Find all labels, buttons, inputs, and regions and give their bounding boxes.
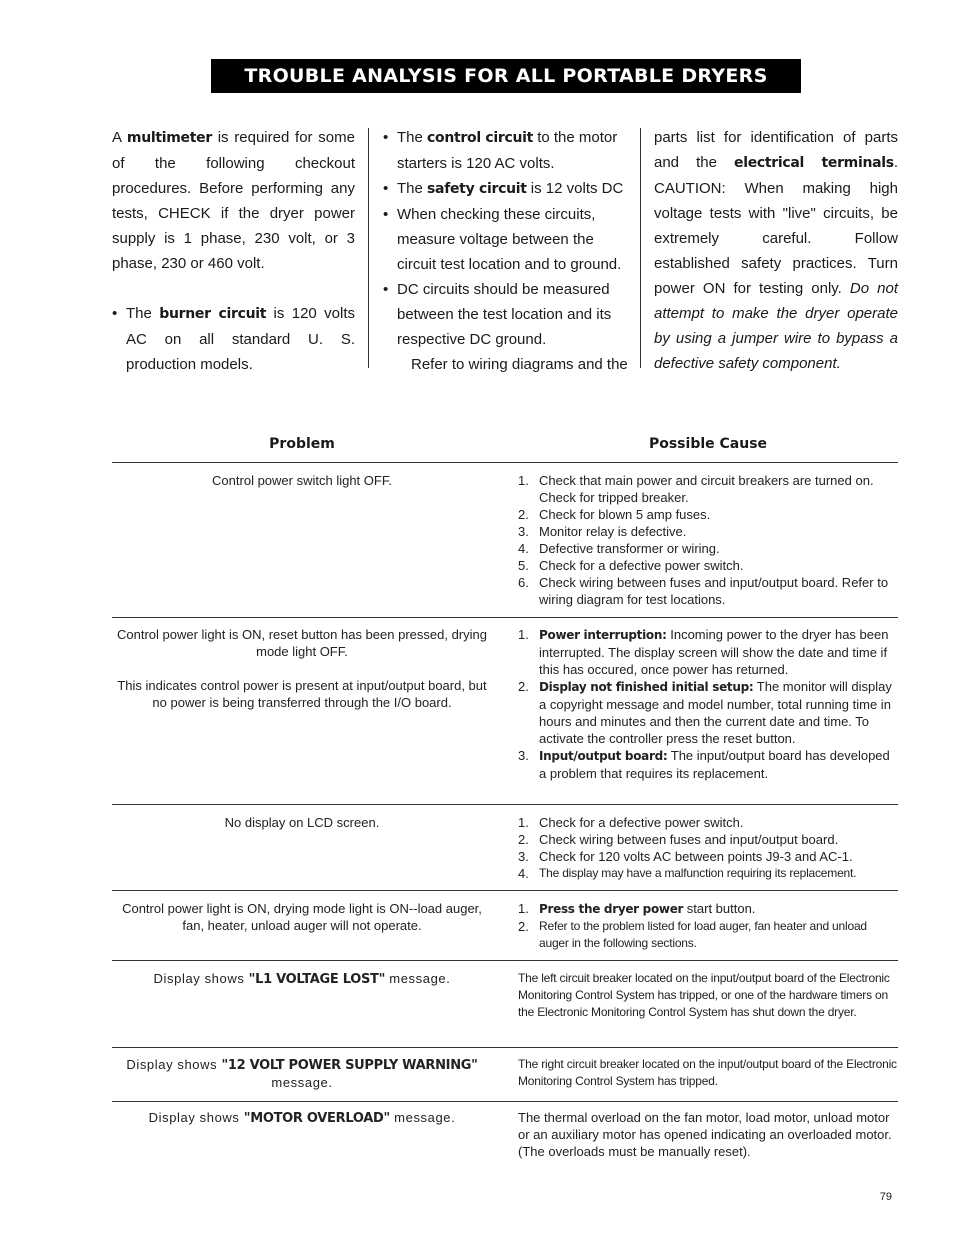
intro-column-3: parts list for identification of parts and the electrical terminals. CAUTION: When making high voltage tests with "live" circuits, be extremely careful. Follow established safety practices. Turn power ON for testing only. Do not attempt to make the dryer operate by using a jumper wire to bypass a defective safety component. xyxy=(654,129,898,372)
header-possible-cause: Possible Cause xyxy=(648,436,768,452)
problem-cell: Display shows "12 VOLT POWER SUPPLY WARNING" message. xyxy=(126,1057,478,1090)
intro-column-1 xyxy=(112,125,355,377)
problem-cell: Display shows "L1 VOLTAGE LOST" message. xyxy=(153,971,451,987)
list-item: 2. Check wiring between fuses and input/output board. xyxy=(518,832,839,847)
safety-circuit-bullet: • The safety circuit is 12 volts DC xyxy=(383,176,628,202)
dc-circuits-bullet: • DC circuits should be measured between the test location and its respective DC ground. xyxy=(383,277,628,352)
cause-cell xyxy=(518,618,898,804)
list-item: 5. Check for a defective power switch. xyxy=(518,558,744,573)
list-item: 3. Input/output board: The input/output board has developed a problem that requires its replacement. xyxy=(518,748,890,781)
cause-cell: The thermal overload on the fan motor, load motor, unload motor or an auxiliary motor has opened indicating an overloaded motor. (The overloads must be manually reset). xyxy=(518,1110,892,1159)
measure-voltage-bullet: • When checking these circuits, measure voltage between the circuit test location and to ground. xyxy=(383,202,628,277)
cause-cell xyxy=(518,891,898,960)
list-item: 2. Refer to the problem listed for load auger, fan heater and unload auger in the following sections. xyxy=(518,919,867,950)
caution-warning: Do not attempt to make the dryer operate by using a jumper wire to bypass a defective safety component. xyxy=(654,280,898,372)
header-problem: Problem xyxy=(269,436,335,452)
table-row xyxy=(112,1102,898,1172)
list-item: 3. Monitor relay is defective. xyxy=(518,524,687,539)
bullet-icon: • xyxy=(383,129,389,146)
list-item: 1. Press the dryer power start button. xyxy=(518,901,756,916)
list-item: 2. Display not finished initial setup: The monitor will display a copyright message and model number, total running time in hours and minutes and then the current date and time. To activate the controller press the reset button. xyxy=(518,679,892,746)
list-item: 1. Check for a defective power switch. xyxy=(518,815,744,830)
bullet-icon: • xyxy=(112,305,118,322)
bullet-icon: • xyxy=(383,281,389,298)
list-item: 4. Defective transformer or wiring. xyxy=(518,541,720,556)
list-item: 2. Check for blown 5 amp fuses. xyxy=(518,507,711,522)
problem-cell: Control power switch light OFF. xyxy=(212,473,392,488)
bullet-icon: • xyxy=(383,206,389,223)
problem-cell: Control power light is ON, reset button has been pressed, drying mode light OFF. This indicates control power is present at input/output board, but no power is being transferred through the I/O board. xyxy=(117,627,487,710)
page-title: TROUBLE ANALYSIS FOR ALL PORTABLE DRYERS xyxy=(211,59,801,93)
electrical-terminals-term: electrical terminals xyxy=(734,155,894,171)
column-divider xyxy=(640,128,641,368)
table-row xyxy=(112,891,898,961)
table-row xyxy=(112,1048,898,1102)
message-code: "MOTOR OVERLOAD" xyxy=(243,1111,390,1126)
list-item: 1. Check that main power and circuit breakers are turned on. Check for tripped breaker. xyxy=(518,473,874,505)
cause-cell: The right circuit breaker located on the input/output board of the Electronic Monitoring Control System has tripped. xyxy=(518,1057,897,1088)
list-item: 1. Power interruption: Incoming power to the dryer has been interrupted. The display screen will show the date and time if this has occured, once power has returned. xyxy=(518,627,889,677)
cause-cell xyxy=(518,463,898,617)
caution-text: CAUTION: When making high voltage tests with "live" circuits, be extremely careful. Follow established safety practices. Turn power ON for testing only. xyxy=(654,180,898,297)
problem-cell: No display on LCD screen. xyxy=(224,815,380,830)
intro-column-2 xyxy=(383,125,628,377)
table-row xyxy=(112,463,898,618)
problem-cell: Display shows "MOTOR OVERLOAD" message. xyxy=(148,1110,456,1126)
table-row xyxy=(112,618,898,805)
control-circuit-bullet: • The control circuit to the motor starters is 120 AC volts. xyxy=(383,125,628,176)
message-code: "L1 VOLTAGE LOST" xyxy=(248,972,386,987)
page-number: 79 xyxy=(879,1191,892,1203)
column-divider xyxy=(368,128,369,368)
list-item: 4. The display may have a malfunction requiring its replacement. xyxy=(518,866,857,881)
cause-cell xyxy=(518,805,898,890)
table-row xyxy=(112,961,898,1048)
intro-paragraph: A multimeter is required for some of the following checkout procedures. Before performing any tests, CHECK if the dryer power supply is 1 phase, 230 volt, or 3 phase, 230 or 460 volt. xyxy=(112,129,355,272)
burner-circuit-bullet: • The burner circuit is 120 volts AC on all standard U. S. production models. xyxy=(112,301,355,377)
multimeter-term: multimeter xyxy=(126,130,212,146)
bullet-icon: • xyxy=(383,180,389,197)
problem-cell: Control power light is ON, drying mode light is ON--load auger, fan, heater, unload auger will not operate. xyxy=(122,901,482,933)
refer-text: Refer to wiring diagrams and the xyxy=(411,356,628,373)
trouble-table xyxy=(112,462,898,1172)
list-item: 3. Check for 120 volts AC between points J9-3 and AC-1. xyxy=(518,849,853,864)
message-code: "12 VOLT POWER SUPPLY WARNING" xyxy=(221,1058,478,1073)
list-item: 6. Check wiring between fuses and input/output board. Refer to wiring diagram for test locations. xyxy=(518,575,889,607)
cause-cell: The left circuit breaker located on the input/output board of the Electronic Monitoring Control System has tripped, or one of the hardware timers on the Electronic Monitoring Control System has shut down the dryer. xyxy=(518,971,890,1019)
table-row xyxy=(112,805,898,891)
